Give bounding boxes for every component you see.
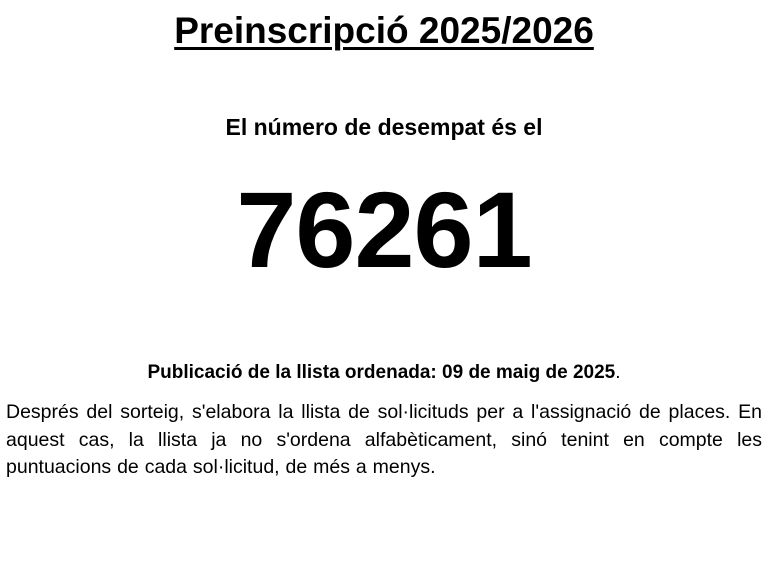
subtitle-text: El número de desempat és el [225, 113, 543, 140]
document-page [0, 10, 768, 563]
publication-label: Publicació de la llista ordenada: 09 de maig de 2025 [147, 362, 616, 384]
page-title [0, 10, 768, 53]
publication-line [0, 362, 768, 385]
tiebreak-number: 76261 [236, 169, 532, 291]
body-paragraph: Després del sorteig, s'elabora la llista de sol·licituds per a l'assignació de places. En aquest cas, la llista ja no s'ordena alfabèticament, sinó tenint en compte les puntuacions de cada sol·licitud, de més a menys. [6, 400, 762, 479]
page-title-text: Preinscripció 2025/2026 [174, 10, 594, 51]
publication-suffix: . [615, 362, 621, 384]
